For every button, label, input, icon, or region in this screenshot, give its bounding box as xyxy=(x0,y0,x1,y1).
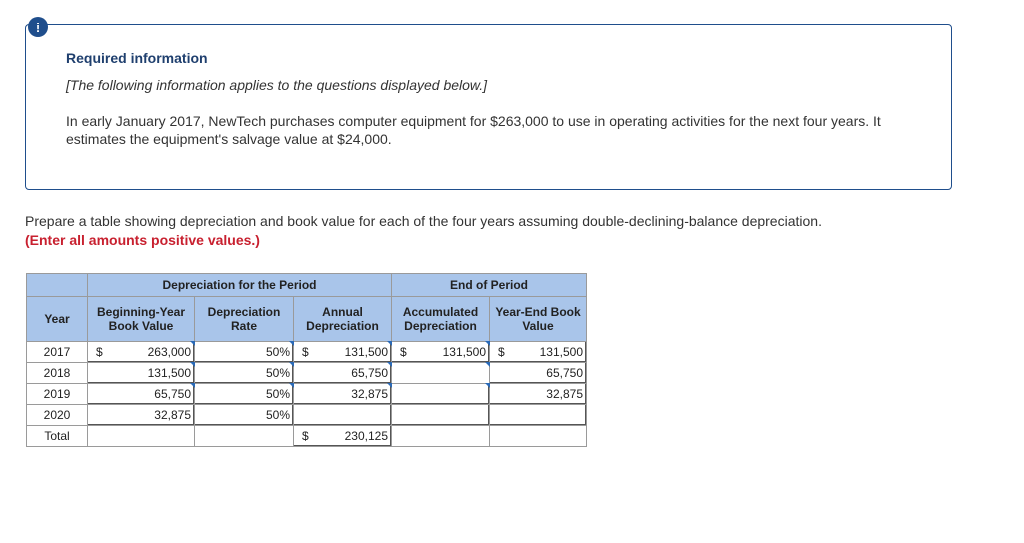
year-cell: 2019 xyxy=(27,384,88,405)
annual-input[interactable] xyxy=(294,384,392,405)
currency-symbol: $ xyxy=(96,345,103,359)
cell-value: 65,750 xyxy=(154,387,191,401)
table-row xyxy=(27,384,587,405)
col-year-header: Year xyxy=(27,297,88,342)
annual-input[interactable] xyxy=(294,342,392,363)
cell-value: 230,125 xyxy=(344,429,388,443)
beginning-input[interactable] xyxy=(88,405,195,426)
yearend-input[interactable] xyxy=(490,363,587,384)
cell-value: 32,875 xyxy=(546,387,583,401)
currency-symbol: $ xyxy=(302,345,309,359)
cell-value: 65,750 xyxy=(351,366,388,380)
cell-value: 50% xyxy=(265,366,290,380)
rate-input[interactable] xyxy=(195,342,294,363)
table-row xyxy=(27,405,587,426)
info-body: In early January 2017, NewTech purchases computer equipment for $263,000 to use in operating activities for the next four years. It estimates the equipment's salvage value at $24,000. xyxy=(66,113,881,147)
alert-icon: ! xyxy=(28,17,48,37)
cell-value: 131,500 xyxy=(539,345,583,359)
rate-input[interactable] xyxy=(195,405,294,426)
year-cell: 2017 xyxy=(27,342,88,363)
cell-value: 32,875 xyxy=(154,408,191,422)
total-rate-cell xyxy=(195,426,294,447)
year-cell: 2020 xyxy=(27,405,88,426)
cell-value: 50% xyxy=(265,387,290,401)
total-yearend-cell xyxy=(490,426,587,447)
total-label: Total xyxy=(27,426,88,447)
period-group-header: Depreciation for the Period xyxy=(88,274,392,297)
info-subtitle: [The following information applies to the questions displayed below.] xyxy=(66,77,488,93)
currency-symbol: $ xyxy=(498,345,505,359)
cell-value: 131,500 xyxy=(344,345,388,359)
table-row xyxy=(27,342,587,363)
accumulated-input[interactable] xyxy=(392,384,490,405)
accumulated-input[interactable] xyxy=(392,363,490,384)
info-title: Required information xyxy=(66,50,208,66)
col-annual-header: Annual Depreciation xyxy=(294,297,392,342)
cell-value: 263,000 xyxy=(147,345,191,359)
col-rate-header: Depreciation Rate xyxy=(195,297,294,342)
required-info-box xyxy=(25,24,952,190)
cell-value: 131,500 xyxy=(147,366,191,380)
annual-input[interactable] xyxy=(294,405,392,426)
yearend-input[interactable] xyxy=(490,342,587,363)
blank-header xyxy=(27,274,88,297)
currency-symbol: $ xyxy=(302,429,309,443)
currency-symbol: $ xyxy=(400,345,407,359)
total-row xyxy=(27,426,587,447)
cell-value: 50% xyxy=(265,408,290,422)
cell-value: 131,500 xyxy=(442,345,486,359)
year-cell: 2018 xyxy=(27,363,88,384)
question-prompt: Prepare a table showing depreciation and book value for each of the four years assuming double-declining-balance depreciation. xyxy=(25,213,822,229)
accumulated-input[interactable] xyxy=(392,342,490,363)
total-annual-input[interactable] xyxy=(294,426,392,447)
end-group-header: End of Period xyxy=(392,274,587,297)
depreciation-table xyxy=(26,273,587,447)
cell-value: 32,875 xyxy=(351,387,388,401)
accumulated-input[interactable] xyxy=(392,405,490,426)
beginning-input[interactable] xyxy=(88,363,195,384)
col-yearend-header: Year-End Book Value xyxy=(490,297,587,342)
yearend-input[interactable] xyxy=(490,384,587,405)
annual-input[interactable] xyxy=(294,363,392,384)
rate-input[interactable] xyxy=(195,363,294,384)
rate-input[interactable] xyxy=(195,384,294,405)
col-beginning-header: Beginning-Year Book Value xyxy=(88,297,195,342)
beginning-input[interactable] xyxy=(88,384,195,405)
question-note: (Enter all amounts positive values.) xyxy=(25,232,260,248)
beginning-input[interactable] xyxy=(88,342,195,363)
cell-value: 65,750 xyxy=(546,366,583,380)
col-accumulated-header: Accumulated Depreciation xyxy=(392,297,490,342)
total-beginning-cell xyxy=(88,426,195,447)
total-accumulated-cell xyxy=(392,426,490,447)
cell-value: 50% xyxy=(265,345,290,359)
table-row xyxy=(27,363,587,384)
yearend-input[interactable] xyxy=(490,405,587,426)
